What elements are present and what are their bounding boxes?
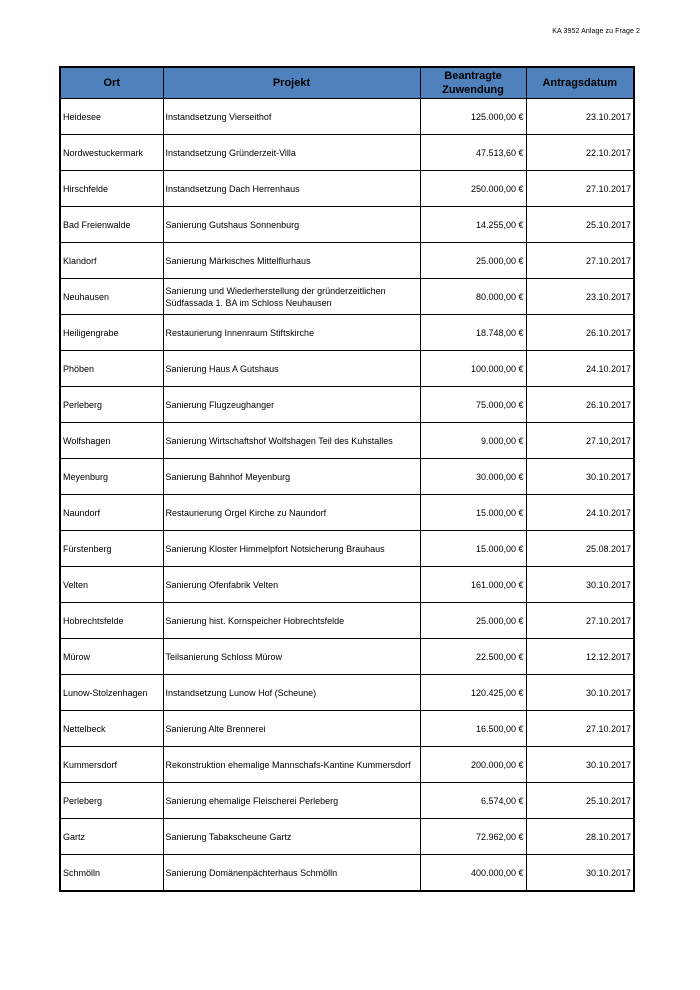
cell-antragsdatum: 24.10.2017 bbox=[526, 351, 634, 387]
cell-antragsdatum: 23.10.2017 bbox=[526, 279, 634, 315]
cell-ort: Phöben bbox=[60, 351, 163, 387]
cell-ort: Bad Freienwalde bbox=[60, 207, 163, 243]
cell-projekt: Sanierung Wirtschaftshof Wolfshagen Teil des Kuhstalles bbox=[163, 423, 420, 459]
cell-zuwendung: 400.000,00 € bbox=[420, 855, 526, 892]
cell-zuwendung: 14.255,00 € bbox=[420, 207, 526, 243]
cell-ort: Nordwestuckermark bbox=[60, 135, 163, 171]
column-header-antragsdatum: Antragsdatum bbox=[526, 67, 634, 99]
table-row bbox=[60, 747, 634, 783]
cell-antragsdatum: 27.10.2017 bbox=[526, 711, 634, 747]
cell-antragsdatum: 24.10.2017 bbox=[526, 495, 634, 531]
cell-antragsdatum: 26.10.2017 bbox=[526, 387, 634, 423]
cell-projekt: Sanierung Alte Brennerei bbox=[163, 711, 420, 747]
cell-antragsdatum: 27.10.2017 bbox=[526, 603, 634, 639]
column-header-projekt: Projekt bbox=[163, 67, 420, 99]
cell-ort: Klandorf bbox=[60, 243, 163, 279]
cell-projekt: Sanierung Tabakscheune Gartz bbox=[163, 819, 420, 855]
cell-zuwendung: 25.000,00 € bbox=[420, 603, 526, 639]
cell-zuwendung: 15.000,00 € bbox=[420, 531, 526, 567]
cell-zuwendung: 250.000,00 € bbox=[420, 171, 526, 207]
table-row bbox=[60, 819, 634, 855]
cell-zuwendung: 75.000,00 € bbox=[420, 387, 526, 423]
cell-antragsdatum: 28.10.2017 bbox=[526, 819, 634, 855]
cell-projekt: Restaurierung Innenraum Stiftskirche bbox=[163, 315, 420, 351]
cell-antragsdatum: 12.12.2017 bbox=[526, 639, 634, 675]
cell-ort: Lunow-Stolzenhagen bbox=[60, 675, 163, 711]
table-row bbox=[60, 135, 634, 171]
cell-projekt: Sanierung ehemalige Fleischerei Perleberg bbox=[163, 783, 420, 819]
cell-projekt: Sanierung Flugzeughanger bbox=[163, 387, 420, 423]
cell-zuwendung: 22.500,00 € bbox=[420, 639, 526, 675]
table-row bbox=[60, 99, 634, 135]
cell-projekt: Rekonstruktion ehemalige Mannschafs-Kantine Kummersdorf bbox=[163, 747, 420, 783]
document-reference: KA 3952 Anlage zu Frage 2 bbox=[552, 28, 640, 35]
cell-zuwendung: 80.000,00 € bbox=[420, 279, 526, 315]
cell-projekt: Sanierung Bahnhof Meyenburg bbox=[163, 459, 420, 495]
cell-antragsdatum: 27.10.2017 bbox=[526, 243, 634, 279]
table-row bbox=[60, 387, 634, 423]
table-row bbox=[60, 639, 634, 675]
table-row bbox=[60, 315, 634, 351]
cell-antragsdatum: 27.10.2017 bbox=[526, 171, 634, 207]
cell-antragsdatum: 30.10.2017 bbox=[526, 459, 634, 495]
cell-antragsdatum: 27.10,2017 bbox=[526, 423, 634, 459]
cell-projekt: Sanierung hist. Kornspeicher Hobrechtsfelde bbox=[163, 603, 420, 639]
cell-ort: Heidesee bbox=[60, 99, 163, 135]
table-header-row bbox=[60, 67, 634, 99]
cell-projekt: Sanierung Kloster Himmelpfort Notsicherung Brauhaus bbox=[163, 531, 420, 567]
cell-ort: Gartz bbox=[60, 819, 163, 855]
cell-zuwendung: 9.000,00 € bbox=[420, 423, 526, 459]
cell-projekt: Restaurierung Orgel Kirche zu Naundorf bbox=[163, 495, 420, 531]
cell-zuwendung: 72.962,00 € bbox=[420, 819, 526, 855]
cell-ort: Perleberg bbox=[60, 783, 163, 819]
cell-projekt: Sanierung Gutshaus Sonnenburg bbox=[163, 207, 420, 243]
cell-ort: Mürow bbox=[60, 639, 163, 675]
cell-projekt: Instandsetzung Gründerzeit-Villa bbox=[163, 135, 420, 171]
cell-zuwendung: 18.748,00 € bbox=[420, 315, 526, 351]
cell-zuwendung: 100.000,00 € bbox=[420, 351, 526, 387]
funding-table bbox=[59, 66, 635, 892]
cell-zuwendung: 15.000,00 € bbox=[420, 495, 526, 531]
cell-antragsdatum: 30.10.2017 bbox=[526, 855, 634, 892]
cell-ort: Wolfshagen bbox=[60, 423, 163, 459]
column-header-ort: Ort bbox=[60, 67, 163, 99]
cell-projekt: Sanierung und Wiederherstellung der gründerzeitlichen Südfassada 1. BA im Schloss Neuhausen bbox=[163, 279, 420, 315]
cell-zuwendung: 25.000,00 € bbox=[420, 243, 526, 279]
cell-antragsdatum: 23.10.2017 bbox=[526, 99, 634, 135]
cell-zuwendung: 161.000,00 € bbox=[420, 567, 526, 603]
cell-ort: Fürstenberg bbox=[60, 531, 163, 567]
cell-zuwendung: 125.000,00 € bbox=[420, 99, 526, 135]
cell-ort: Velten bbox=[60, 567, 163, 603]
cell-projekt: Sanierung Haus A Gutshaus bbox=[163, 351, 420, 387]
table-row bbox=[60, 171, 634, 207]
cell-antragsdatum: 25.10.2017 bbox=[526, 783, 634, 819]
cell-antragsdatum: 26.10.2017 bbox=[526, 315, 634, 351]
table-row bbox=[60, 459, 634, 495]
cell-zuwendung: 6.574,00 € bbox=[420, 783, 526, 819]
cell-zuwendung: 47.513,60 € bbox=[420, 135, 526, 171]
cell-projekt: Sanierung Ofenfabrik Velten bbox=[163, 567, 420, 603]
table-row bbox=[60, 207, 634, 243]
cell-projekt: Instandsetzung Vierseithof bbox=[163, 99, 420, 135]
cell-ort: Kummersdorf bbox=[60, 747, 163, 783]
cell-ort: Hobrechtsfelde bbox=[60, 603, 163, 639]
cell-zuwendung: 30.000,00 € bbox=[420, 459, 526, 495]
table-row bbox=[60, 783, 634, 819]
cell-ort: Heiligengrabe bbox=[60, 315, 163, 351]
cell-projekt: Teilsanierung Schloss Mürow bbox=[163, 639, 420, 675]
cell-zuwendung: 200.000,00 € bbox=[420, 747, 526, 783]
cell-ort: Meyenburg bbox=[60, 459, 163, 495]
table-row bbox=[60, 855, 634, 892]
table-row bbox=[60, 243, 634, 279]
cell-zuwendung: 120.425,00 € bbox=[420, 675, 526, 711]
table-row bbox=[60, 567, 634, 603]
cell-antragsdatum: 25.10.2017 bbox=[526, 207, 634, 243]
table-row bbox=[60, 531, 634, 567]
cell-antragsdatum: 25.08.2017 bbox=[526, 531, 634, 567]
cell-antragsdatum: 22.10.2017 bbox=[526, 135, 634, 171]
cell-ort: Hirschfelde bbox=[60, 171, 163, 207]
cell-zuwendung: 16.500,00 € bbox=[420, 711, 526, 747]
cell-ort: Perleberg bbox=[60, 387, 163, 423]
table-row bbox=[60, 603, 634, 639]
cell-projekt: Sanierung Domänenpächterhaus Schmölln bbox=[163, 855, 420, 892]
cell-projekt: Instandsetzung Dach Herrenhaus bbox=[163, 171, 420, 207]
table-row bbox=[60, 279, 634, 315]
table-row bbox=[60, 675, 634, 711]
table-row bbox=[60, 495, 634, 531]
cell-ort: Naundorf bbox=[60, 495, 163, 531]
cell-ort: Schmölln bbox=[60, 855, 163, 892]
cell-antragsdatum: 30.10.2017 bbox=[526, 747, 634, 783]
cell-ort: Neuhausen bbox=[60, 279, 163, 315]
table-row bbox=[60, 711, 634, 747]
table-row bbox=[60, 423, 634, 459]
cell-projekt: Instandsetzung Lunow Hof (Scheune) bbox=[163, 675, 420, 711]
cell-antragsdatum: 30.10.2017 bbox=[526, 567, 634, 603]
column-header-zuwendung: Beantragte Zuwendung bbox=[420, 67, 526, 99]
cell-antragsdatum: 30.10.2017 bbox=[526, 675, 634, 711]
table-row bbox=[60, 351, 634, 387]
cell-ort: Nettelbeck bbox=[60, 711, 163, 747]
cell-projekt: Sanierung Märkisches Mittelflurhaus bbox=[163, 243, 420, 279]
